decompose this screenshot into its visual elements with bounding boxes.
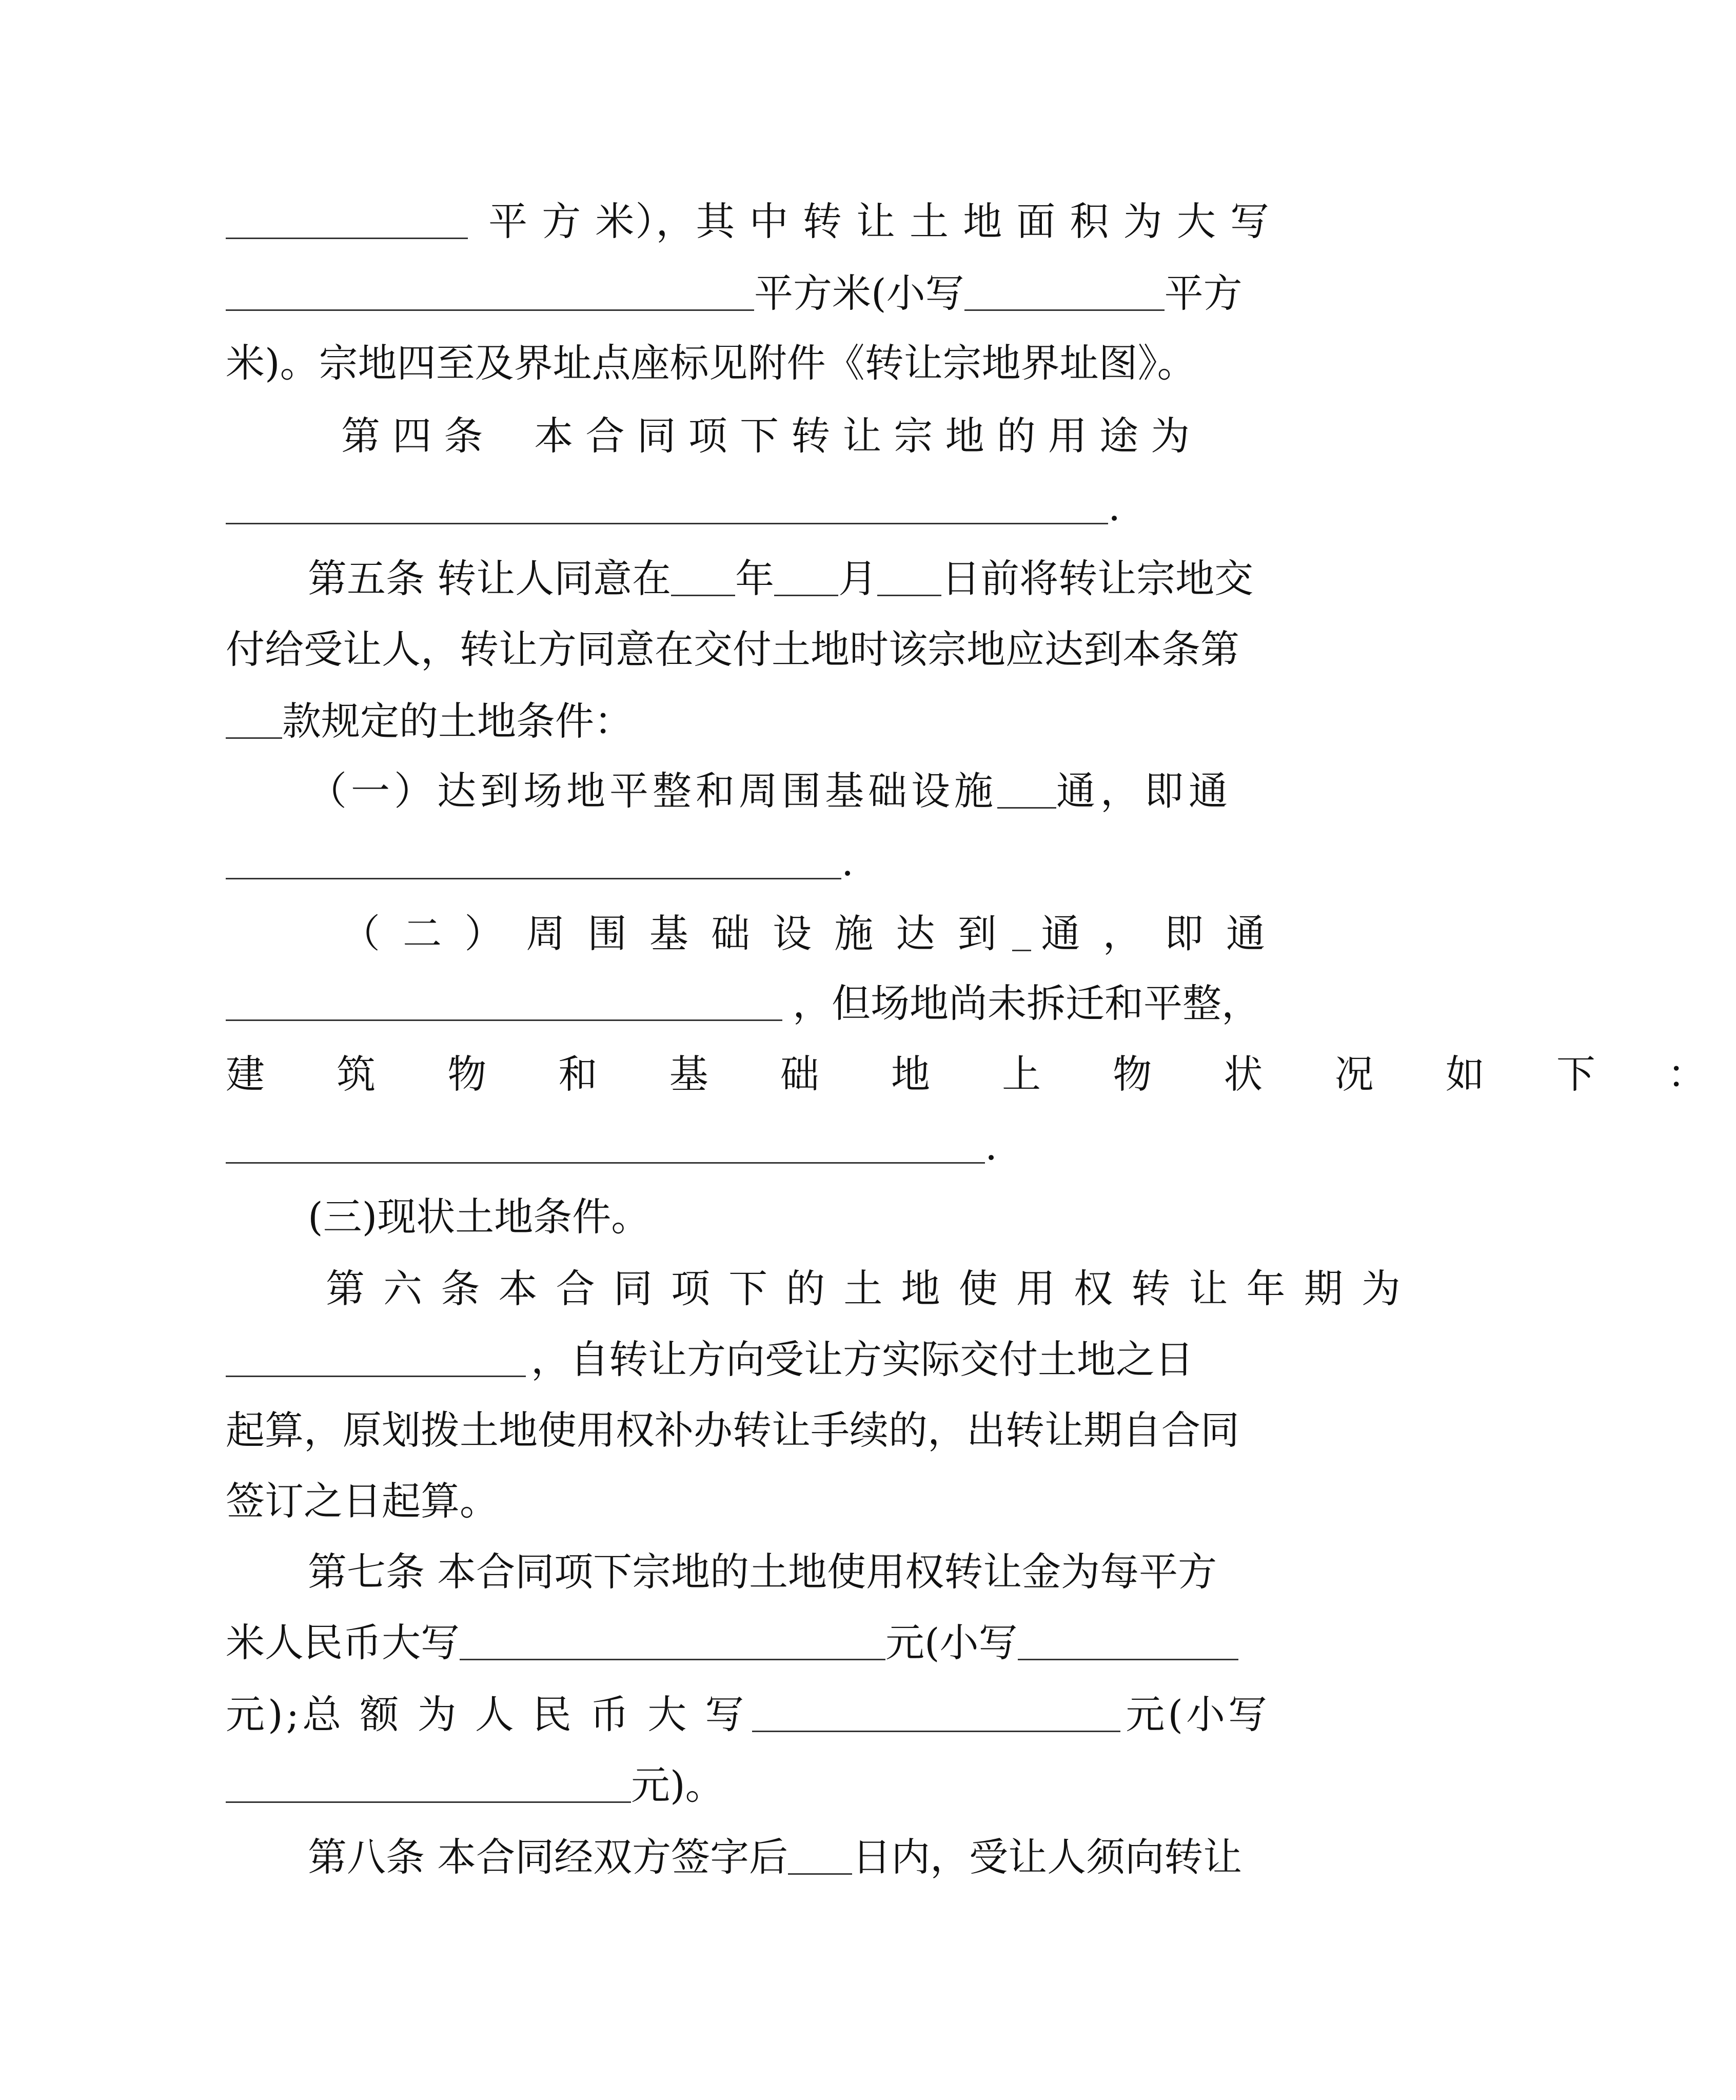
article6-l2: ，自转让方向受让方实际交付土地之日 [531, 1337, 1194, 1382]
article5-item1-b: 通，即通 [1056, 768, 1233, 814]
article6-line4: 签订之日起算。 [226, 1478, 499, 1524]
delivery-month-blank [774, 562, 838, 596]
delivery-year-blank [671, 562, 735, 596]
article3-line2 [226, 263, 1270, 324]
article6-l1: 第 六 条 本 合 同 项 下 的 土 地 使 用 权 转 让 年 期 为 [326, 1266, 1404, 1311]
building-status-blank [226, 1129, 985, 1164]
article5-item2-line1 [341, 903, 1270, 965]
unit-price-uppercase-blank [460, 1626, 885, 1660]
article5-l1-c: 月 [838, 556, 878, 601]
article7-line2 [226, 1612, 1270, 1674]
article5-line2: 付给受让人，转让方同意在交付土地时该宗地应达到本条第 [226, 626, 1239, 672]
article6-line3: 起算，原划拨土地使用权补办转让手续的，出转让期自合同 [226, 1407, 1239, 1453]
payment-days-blank [788, 1840, 852, 1875]
article7-line4 [226, 1755, 1270, 1816]
article5-item2-b: 通 ， 即 通 [1041, 911, 1270, 956]
article5-l3: 款规定的土地条件： [282, 698, 633, 744]
article5-line1 [308, 548, 1270, 610]
infrastructure-count-blank-1 [997, 774, 1056, 809]
article7-l3-a: 元);总 额 为 人 民 币 大 写 [226, 1692, 747, 1737]
article5-item2-line2 [226, 973, 1293, 1034]
article5-item1-line2 [226, 831, 1270, 893]
article8-l1-b: 日内，受让人须向转让 [852, 1834, 1242, 1880]
transfer-term-blank [226, 1343, 526, 1377]
article5-item2-line4 [226, 1115, 1270, 1177]
infrastructure-list-blank-2 [226, 987, 782, 1021]
article7-l2-a: 米人民币大写 [226, 1620, 460, 1665]
article6-line2 [226, 1329, 1270, 1390]
article4-line1 [341, 405, 1270, 467]
article5-item2-a: （ 二 ） 周 围 基 础 设 施 达 到 [341, 911, 1002, 956]
delivery-day-blank [877, 562, 941, 596]
article7-line1: 第七条 本合同项下宗地的土地使用权转让金为每平方 [308, 1549, 1217, 1595]
article3-line3: 米)。宗地四至及界址点座标见附件《转让宗地界址图》。 [226, 340, 1196, 386]
article4-line2 [226, 476, 1270, 538]
article7-l2-b: 元(小写 [885, 1620, 1018, 1665]
article8-line1 [308, 1827, 1270, 1888]
article3-line2-text-a: 平方米(小写 [754, 270, 964, 316]
article5-item2-c: ，但场地尚未拆迁和平整， [793, 980, 1260, 1026]
article6-line1 [326, 1258, 1404, 1320]
transfer-area-lowercase-blank [964, 277, 1165, 311]
article5-item1-a: （一）达到场地平整和周围基础设施 [308, 768, 997, 814]
article5-l1-b: 年 [735, 556, 775, 601]
article3-line1-text: 平 方 米），其 中 转 让 土 地 面 积 为 大 写 [488, 199, 1270, 244]
article5-item1-end: . [841, 839, 854, 885]
article5-item2-end: . [985, 1123, 998, 1169]
article4-end: . [1108, 484, 1121, 529]
clause-number-blank [226, 704, 282, 739]
article4-text: 本 合 同 项 下 转 让 宗 地 的 用 途 为 [534, 413, 1190, 459]
infrastructure-count-blank-2 [1012, 917, 1031, 951]
total-amount-uppercase-blank [752, 1698, 1120, 1732]
infrastructure-list-blank-1 [226, 845, 841, 879]
article5-item3: (三)现状土地条件。 [308, 1194, 650, 1240]
article5-item2-d: 建 筑 物 和 基 础 地 上 物 状 况 如 下 ： [226, 1051, 1736, 1097]
article5-item1-line1 [308, 760, 1270, 822]
land-use-blank [226, 490, 1108, 524]
article3-line2-text-b: 平方 [1164, 270, 1242, 316]
unit-price-lowercase-blank [1018, 1626, 1238, 1660]
transfer-area-uppercase-blank [226, 277, 754, 311]
article5-item2-line3 [226, 1044, 1736, 1105]
total-amount-lowercase-blank [226, 1769, 631, 1803]
article7-l4: 元)。 [631, 1762, 724, 1808]
article5-l1-a: 第五条 转让人同意在 [308, 556, 672, 601]
article5-l1-d: 日前将转让宗地交 [941, 556, 1254, 601]
article7-line3 [226, 1684, 1270, 1745]
area-total-lowercase-blank [226, 205, 468, 239]
article5-line3 [226, 691, 1270, 752]
article3-line1 [226, 191, 1270, 252]
article4-heading: 第 四 条 [341, 413, 483, 459]
article7-l3-b: 元(小写 [1126, 1692, 1270, 1737]
article8-l1-a: 第八条 本合同经双方签字后 [308, 1834, 788, 1880]
